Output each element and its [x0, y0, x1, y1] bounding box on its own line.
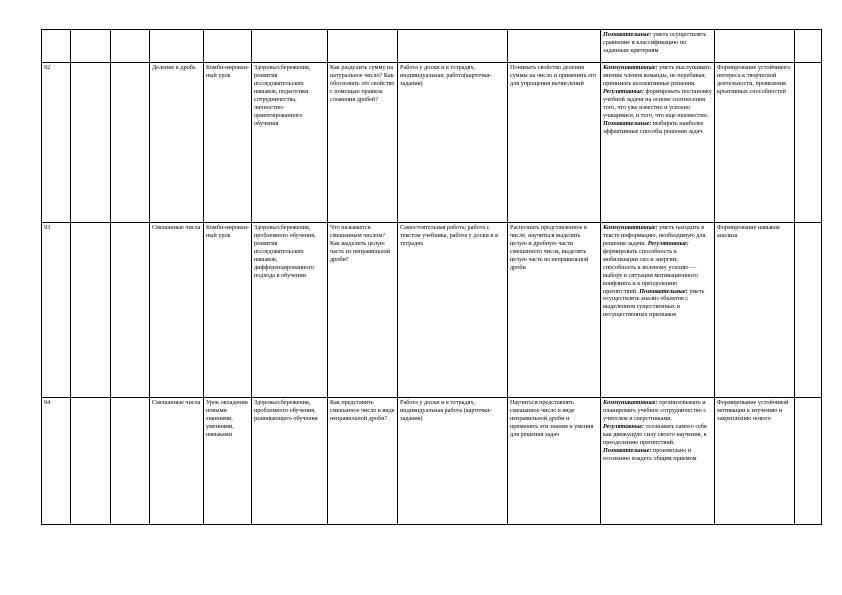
technologies-cell: Здоровьесбережения, проблемного обучения, развития исследовательских навыков, дифференцированного подхода в обучении: [252, 223, 328, 398]
lesson-type-cell: Комби-нирован-ный урок: [204, 63, 252, 223]
table-row: [42, 30, 822, 63]
subject-results-cell: Понимать свойство деления суммы на число и применять его для упрощения вычислений: [508, 63, 601, 223]
uud-label: Регулятивные:: [603, 87, 645, 95]
activity-forms-cell: Самостоятельная работа, работа с текстом учебника, работа у доски и в тетрадях: [398, 223, 508, 398]
uud-cell: [601, 223, 715, 398]
uud-text: организовывать и планировать учебное сотрудничество с учителем и сверстниками.: [603, 399, 707, 422]
uud-text: осознавать самого себя как движущую силу своего научения, к преодолению препятствий.: [603, 422, 707, 446]
lesson-topic-cell: [150, 30, 204, 63]
technologies-cell: Здоровьесбережения, проблемного обучения, развивающего обучения: [252, 398, 328, 525]
technologies-cell: [252, 30, 328, 63]
uud-label: Коммуникативные:: [603, 64, 658, 71]
activity-forms-cell: Работа у доски и в тетрадях, индивидуальная; работа(карточки-задания): [398, 63, 508, 223]
lesson-number-cell: 94: [42, 398, 71, 525]
uud-cell: [601, 30, 715, 63]
uud-text: формировать способность к мобилизации сил и энергии; способность к волевому усилию — выбору в ситуации мотивационного конфликта и к преодолению препятствий.: [603, 247, 698, 295]
lesson-number-cell: 93: [42, 223, 71, 398]
subject-results-cell: Распознать представленное в числе, научиться выделять целую и дробную части смешанного числа, выделять целую часть из неправильной дроби: [508, 223, 601, 398]
empty-cell: [795, 398, 822, 525]
subject-results-cell: [508, 30, 601, 63]
empty-cell: [71, 398, 111, 525]
uud-text: уметь выслушивать мнение членов команды, не перебивая; принимать коллективные решения.: [603, 64, 711, 87]
uud-label: Познавательные:: [639, 287, 688, 295]
lesson-type-cell: [204, 30, 252, 63]
technologies-cell: Здоровьесбережения, развития исследовательских навыков, педагогики сотрудничества, личностно-ориентированного обучения: [252, 63, 328, 223]
table-row: [42, 223, 822, 398]
personal-results-cell: Формирование устойчивой мотивации к изучению и закреплению нового: [715, 398, 795, 525]
uud-label: Познавательные:: [603, 119, 652, 127]
uud-label: Коммуникативные:: [603, 399, 658, 406]
uud-text: уметь осуществлять сравнение и классификацию по заданным критериям: [603, 31, 707, 54]
empty-cell: [795, 223, 822, 398]
table-row: [42, 63, 822, 223]
problem-question-cell: Как представить смешанное число в виде неправильной дроби?: [328, 398, 398, 525]
activity-forms-cell: Работа у доски и в тетрадях, индивидуальная работа (карточки-задания): [398, 398, 508, 525]
uud-cell: [601, 63, 715, 223]
personal-results-cell: [715, 30, 795, 63]
empty-cell: [111, 30, 150, 63]
empty-cell: [111, 223, 150, 398]
personal-results-cell: Формирование устойчивого интереса к творческой деятельности, проявления креативных способностей: [715, 63, 795, 223]
uud-label: Познавательные:: [603, 31, 652, 38]
empty-cell: [795, 63, 822, 223]
empty-cell: [111, 63, 150, 223]
empty-cell: [71, 63, 111, 223]
uud-text: выбирать наиболее эффективные способы решения задач: [603, 119, 704, 135]
problem-question-cell: Как разделить сумму на натуральное число? Как обосновать это свойство с помощью правила сложения дробей?: [328, 63, 398, 223]
uud-cell: [601, 398, 715, 525]
lesson-topic-cell: Смешанные числа: [150, 398, 204, 525]
uud-text: уметь находить в тексте информацию, необходимую для решения задачи.: [603, 224, 706, 247]
problem-question-cell: [328, 30, 398, 63]
uud-label: Регулятивные:: [603, 422, 645, 430]
subject-results-cell: Научиться представлять смешанное число в виде неправильной дроби и применять эти знания и умения для решения задач: [508, 398, 601, 525]
uud-label: Регулятивные:: [647, 239, 689, 247]
problem-question-cell: Что называется смешанным числом? Как выделить целую часть из неправильной дроби?: [328, 223, 398, 398]
activity-forms-cell: [398, 30, 508, 63]
personal-results-cell: Формирование навыков анализа: [715, 223, 795, 398]
empty-cell: [71, 223, 111, 398]
lesson-topic-cell: Смешанные числа: [150, 223, 204, 398]
lesson-type-cell: Урок овладения новыми знаниями, умениями, навыками: [204, 398, 252, 525]
table-row: [42, 398, 822, 525]
uud-text: произвольно и осознанно владеть общим приемом: [603, 446, 697, 462]
lesson-topic-cell: Деление к дробь: [150, 63, 204, 223]
uud-text: формировать постановку учебной задачи на основе соотнесения того, что уже известно и усвоено учащимися, и того, что еще неизвестно.: [603, 87, 712, 119]
thematic-plan-table: [41, 29, 822, 525]
uud-text: уметь осуществлять анализ объектов с выделением существенных и несущественных признаков: [603, 287, 705, 319]
empty-cell: [71, 30, 111, 63]
lesson-number-cell: [42, 30, 71, 63]
lesson-type-cell: Комби-нирован-ный урок: [204, 223, 252, 398]
empty-cell: [795, 30, 822, 63]
empty-cell: [111, 398, 150, 525]
uud-label: Познавательные:: [603, 446, 652, 454]
uud-label: Коммуникативные:: [603, 224, 658, 231]
lesson-number-cell: 92: [42, 63, 71, 223]
